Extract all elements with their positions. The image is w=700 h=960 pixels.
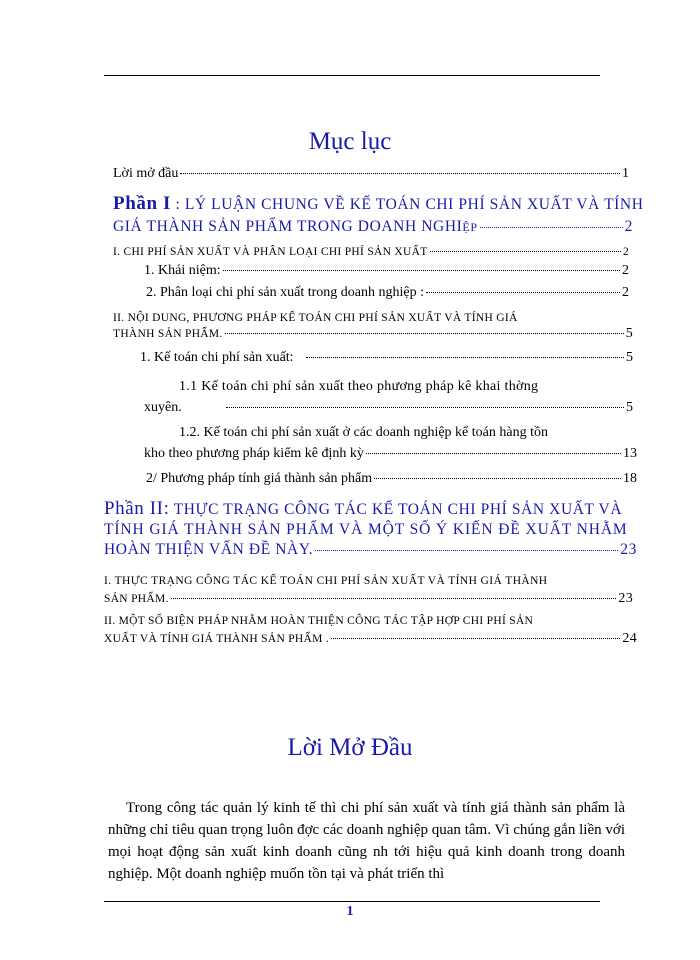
toc-page: 2 [622,246,629,258]
toc-entry-intro[interactable] [113,166,629,182]
section-title-intro: Lời Mở Đầu [287,734,413,761]
toc-entry-text: 1. Kế toán chi phí sản xuất: [140,350,294,365]
toc-page: 1 [622,166,629,181]
toc-part-1[interactable] [113,193,644,237]
toc-page: 13 [623,446,637,461]
toc-page: 5 [626,400,633,415]
toc-entry-s1-1[interactable] [144,263,629,279]
dot-leader [331,638,620,639]
toc-entry-s2-1-1[interactable] [144,376,633,418]
toc-entry-s1-2[interactable] [146,285,629,301]
toc-page: 23 [618,591,633,606]
dot-leader [306,357,624,358]
toc-entry-text: 1.2. Kế toán chi phí sản xuất ở các doanh nghiệp kế toán hàng tồn [179,425,548,440]
dot-leader [480,227,623,228]
toc-page: 2 [622,285,629,300]
dot-leader [171,598,617,599]
toc-entry-text: II. NỘI DUNG, PHƯƠNG PHÁP KẾ TOÁN CHI PHÍ SẢN XUẤT VÀ TÍNH GIÁ [113,312,518,324]
toc-entry-text: XUẤT VÀ TÍNH GIÁ THÀNH SẢN PHẨM . [104,633,330,645]
toc-entry-text: xuyên. [144,400,182,415]
toc-page: 23 [620,541,637,558]
toc-entry-p2-s2[interactable] [104,612,637,648]
footer-rule [104,901,600,902]
header-rule [104,75,600,76]
part-label: Phần II: [104,498,170,519]
toc-part-2[interactable] [104,499,637,560]
toc-entry-s1[interactable] [113,246,629,258]
toc-entry-p2-s1[interactable] [104,572,633,608]
intro-paragraph: Trong công tác quản lý kinh tế thì chi phí sản xuất và tính giá thành sản phẩm là những chỉ tiêu quan trọng luôn đợc các doanh nghiệp quan tâm. Vì chúng gắn liền với mọi hoạt động sản xuất kinh doanh cũng nh tới hiệu quả kinh doanh trong doanh nghiệp. Một doanh nghiệp muốn tồn tại và phát triển thì [108,800,625,882]
toc-page: 5 [625,326,633,341]
toc-entry-text: 1.1 Kế toán chi phí sản xuất theo phương pháp kê khai thờng [179,379,539,394]
toc-page: 2 [622,263,629,278]
toc-entry-text: Lời mở đầu [113,166,179,181]
toc-entry-s2[interactable] [113,310,633,342]
part-title-line: HOÀN THIỆN VẤN ĐỀ NÀY. [104,541,314,558]
toc-entry-text: kho theo phương pháp kiểm kê định kỳ [144,446,364,461]
toc-entry-text: II. MỘT SỐ BIỆN PHÁP NHẰM HOÀN THIỆN CÔNG TÁC TẬP HỢP CHI PHÍ SẢN [104,615,534,627]
toc-entry-text: I. CHI PHÍ SẢN XUẤT VÀ PHÂN LOẠI CHI PHÍ SẢN XUẤT [113,246,428,258]
part-title-line: THỰC TRẠNG CÔNG TÁC KẾ TOÁN CHI PHÍ SẢN XUẤT VÀ [173,501,623,518]
dot-leader [366,453,621,454]
toc-entry-text: THÀNH SẢN PHẨM. [113,328,223,340]
toc-entry-text: SẢN PHẨM. [104,593,169,605]
part-title-line: GIÁ THÀNH SẢN PHẨM TRONG DOANH NGHI [113,218,463,235]
dot-leader [180,173,620,174]
toc-entry-s2-1-2[interactable] [144,422,637,464]
dot-leader [315,550,618,551]
toc-entry-text: I. THỰC TRẠNG CÔNG TÁC KẾ TOÁN CHI PHÍ SẢN XUẤT VÀ TÍNH GIÁ THÀNH [104,575,548,587]
page-number: 1 [346,904,354,919]
toc-entry-text: 2. Phân loại chi phí sản xuất trong doanh nghiệp : [146,285,425,300]
toc-page: 2 [624,218,633,235]
dot-leader [225,333,624,334]
toc-page: 5 [626,350,633,365]
part-title-line: : LÝ LUẬN CHUNG VỀ KẾ TOÁN CHI PHÍ SẢN XUẤT VÀ TÍNH [175,196,644,213]
toc-page: 24 [622,631,637,646]
toc-entry-text: 2/ Phương pháp tính giá thành sản phẩm [146,471,373,486]
toc-entry-s2-2[interactable] [146,471,637,487]
toc-title: Mục lục [308,128,392,155]
dot-leader [223,270,620,271]
part-title-line: TÍNH GIÁ THÀNH SẢN PHẨM VÀ MỘT SỐ Ý KIẾN ĐỀ XUẤT NHẰM [104,521,628,538]
part-title-superscript: ỆP [462,220,478,234]
toc-entry-text: 1. Khái niệm: [144,263,221,278]
dot-leader [430,251,621,252]
part-label: Phần I [113,193,171,214]
dot-leader [426,292,620,293]
toc-entry-s2-1[interactable] [140,350,633,366]
toc-page: 18 [623,471,637,486]
dot-leader [374,478,621,479]
dot-leader [226,407,624,408]
